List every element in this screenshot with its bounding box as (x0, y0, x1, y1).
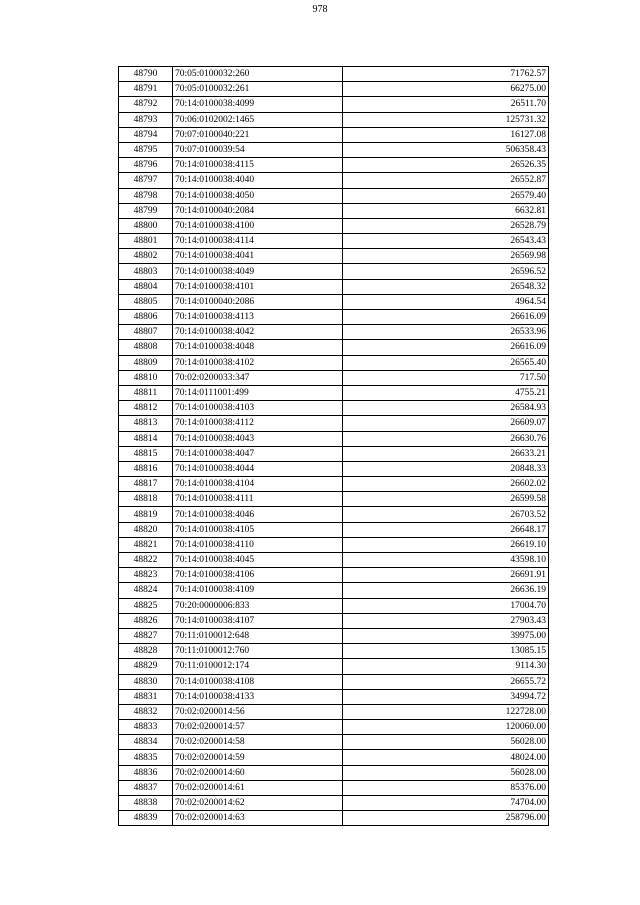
table-row (119, 477, 549, 492)
table-row (119, 644, 549, 659)
cadastral-number-cell: 70:14:0100038:4115 (173, 158, 343, 173)
table-row (119, 735, 549, 750)
row-number-cell: 48836 (119, 765, 173, 780)
table-row (119, 796, 549, 811)
value-cell: 9114.30 (343, 659, 549, 674)
table-row (119, 553, 549, 568)
table-row (119, 325, 549, 340)
value-cell: 16127.08 (343, 127, 549, 142)
value-cell: 26636.19 (343, 583, 549, 598)
row-number-cell: 48791 (119, 82, 173, 97)
row-number-cell: 48813 (119, 416, 173, 431)
cadastral-number-cell: 70:06:0102002:1465 (173, 112, 343, 127)
row-number-cell: 48826 (119, 613, 173, 628)
row-number-cell: 48820 (119, 522, 173, 537)
value-cell: 26543.43 (343, 234, 549, 249)
value-cell: 26528.79 (343, 218, 549, 233)
table-row (119, 416, 549, 431)
cadastral-number-cell: 70:14:0100038:4107 (173, 613, 343, 628)
cadastral-number-cell: 70:14:0100038:4133 (173, 689, 343, 704)
value-cell: 66275.00 (343, 82, 549, 97)
cadastral-number-cell: 70:14:0100038:4100 (173, 218, 343, 233)
row-number-cell: 48811 (119, 385, 173, 400)
row-number-cell: 48822 (119, 553, 173, 568)
table-row (119, 461, 549, 476)
row-number-cell: 48798 (119, 188, 173, 203)
cadastral-number-cell: 70:02:0200014:58 (173, 735, 343, 750)
table-row (119, 446, 549, 461)
value-cell: 26609.07 (343, 416, 549, 431)
table-row (119, 294, 549, 309)
cadastral-number-cell: 70:14:0111001:499 (173, 385, 343, 400)
value-cell: 26691.91 (343, 568, 549, 583)
table-row (119, 112, 549, 127)
row-number-cell: 48815 (119, 446, 173, 461)
value-cell: 26630.76 (343, 431, 549, 446)
cadastral-number-cell: 70:02:0200014:61 (173, 780, 343, 795)
value-cell: 26526.35 (343, 158, 549, 173)
row-number-cell: 48804 (119, 279, 173, 294)
table-row (119, 82, 549, 97)
row-number-cell: 48803 (119, 264, 173, 279)
cadastral-number-cell: 70:02:0200014:63 (173, 811, 343, 826)
value-cell: 34994.72 (343, 689, 549, 704)
table-row (119, 568, 549, 583)
value-cell: 26569.98 (343, 249, 549, 264)
value-cell: 26655.72 (343, 674, 549, 689)
value-cell: 71762.57 (343, 67, 549, 82)
table-row (119, 370, 549, 385)
table-row (119, 537, 549, 552)
table-row (119, 385, 549, 400)
table-row (119, 340, 549, 355)
registry-table (118, 66, 549, 826)
table-row (119, 659, 549, 674)
row-number-cell: 48825 (119, 598, 173, 613)
value-cell: 85376.00 (343, 780, 549, 795)
table-row (119, 507, 549, 522)
row-number-cell: 48823 (119, 568, 173, 583)
value-cell: 26616.09 (343, 340, 549, 355)
cadastral-number-cell: 70:14:0100038:4044 (173, 461, 343, 476)
table-row (119, 67, 549, 82)
value-cell: 74704.00 (343, 796, 549, 811)
cadastral-number-cell: 70:07:0100040:221 (173, 127, 343, 142)
row-number-cell: 48824 (119, 583, 173, 598)
table-row (119, 173, 549, 188)
value-cell: 4964.54 (343, 294, 549, 309)
row-number-cell: 48834 (119, 735, 173, 750)
table-row (119, 279, 549, 294)
table-row (119, 689, 549, 704)
row-number-cell: 48808 (119, 340, 173, 355)
table-row (119, 583, 549, 598)
row-number-cell: 48833 (119, 720, 173, 735)
cadastral-number-cell: 70:14:0100038:4047 (173, 446, 343, 461)
cadastral-number-cell: 70:11:0100012:174 (173, 659, 343, 674)
table-row (119, 158, 549, 173)
table-row (119, 598, 549, 613)
value-cell: 26565.40 (343, 355, 549, 370)
table-row (119, 628, 549, 643)
table-row (119, 431, 549, 446)
value-cell: 125731.32 (343, 112, 549, 127)
value-cell: 13085.15 (343, 644, 549, 659)
row-number-cell: 48809 (119, 355, 173, 370)
row-number-cell: 48835 (119, 750, 173, 765)
cadastral-number-cell: 70:14:0100038:4114 (173, 234, 343, 249)
row-number-cell: 48795 (119, 142, 173, 157)
cadastral-number-cell: 70:14:0100038:4104 (173, 477, 343, 492)
row-number-cell: 48796 (119, 158, 173, 173)
table-row (119, 492, 549, 507)
table-row (119, 522, 549, 537)
value-cell: 120060.00 (343, 720, 549, 735)
cadastral-number-cell: 70:14:0100038:4113 (173, 310, 343, 325)
value-cell: 26599.58 (343, 492, 549, 507)
value-cell: 20848.33 (343, 461, 549, 476)
value-cell: 26548.32 (343, 279, 549, 294)
row-number-cell: 48792 (119, 97, 173, 112)
cadastral-number-cell: 70:02:0200014:62 (173, 796, 343, 811)
table-row (119, 218, 549, 233)
cadastral-number-cell: 70:05:0100032:261 (173, 82, 343, 97)
cadastral-number-cell: 70:14:0100038:4111 (173, 492, 343, 507)
cadastral-number-cell: 70:05:0100032:260 (173, 67, 343, 82)
cadastral-number-cell: 70:14:0100038:4112 (173, 416, 343, 431)
row-number-cell: 48832 (119, 704, 173, 719)
table-row (119, 264, 549, 279)
table-row (119, 765, 549, 780)
row-number-cell: 48801 (119, 234, 173, 249)
cadastral-number-cell: 70:02:0200033:347 (173, 370, 343, 385)
cadastral-number-cell: 70:02:0200014:59 (173, 750, 343, 765)
value-cell: 26533.96 (343, 325, 549, 340)
cadastral-number-cell: 70:14:0100038:4043 (173, 431, 343, 446)
table-row (119, 249, 549, 264)
page-number: 978 (312, 4, 328, 15)
cadastral-number-cell: 70:20:0000006:833 (173, 598, 343, 613)
value-cell: 39975.00 (343, 628, 549, 643)
table-row (119, 720, 549, 735)
row-number-cell: 48819 (119, 507, 173, 522)
cadastral-number-cell: 70:14:0100038:4046 (173, 507, 343, 522)
value-cell: 26619.10 (343, 537, 549, 552)
value-cell: 26703.52 (343, 507, 549, 522)
table-row (119, 704, 549, 719)
row-number-cell: 48837 (119, 780, 173, 795)
value-cell: 26602.02 (343, 477, 549, 492)
value-cell: 258796.00 (343, 811, 549, 826)
cadastral-number-cell: 70:02:0200014:56 (173, 704, 343, 719)
value-cell: 506358.43 (343, 142, 549, 157)
cadastral-number-cell: 70:14:0100038:4106 (173, 568, 343, 583)
row-number-cell: 48812 (119, 401, 173, 416)
value-cell: 26552.87 (343, 173, 549, 188)
row-number-cell: 48806 (119, 310, 173, 325)
row-number-cell: 48810 (119, 370, 173, 385)
table-row (119, 674, 549, 689)
cadastral-number-cell: 70:14:0100038:4108 (173, 674, 343, 689)
cadastral-number-cell: 70:14:0100038:4049 (173, 264, 343, 279)
cadastral-number-cell: 70:14:0100038:4042 (173, 325, 343, 340)
table-row (119, 203, 549, 218)
value-cell: 26511.70 (343, 97, 549, 112)
value-cell: 56028.00 (343, 735, 549, 750)
row-number-cell: 48814 (119, 431, 173, 446)
cadastral-number-cell: 70:14:0100038:4050 (173, 188, 343, 203)
row-number-cell: 48794 (119, 127, 173, 142)
row-number-cell: 48807 (119, 325, 173, 340)
value-cell: 717.50 (343, 370, 549, 385)
table-row (119, 142, 549, 157)
value-cell: 122728.00 (343, 704, 549, 719)
row-number-cell: 48829 (119, 659, 173, 674)
row-number-cell: 48821 (119, 537, 173, 552)
table-row (119, 750, 549, 765)
cadastral-number-cell: 70:14:0100038:4040 (173, 173, 343, 188)
value-cell: 56028.00 (343, 765, 549, 780)
row-number-cell: 48805 (119, 294, 173, 309)
row-number-cell: 48790 (119, 67, 173, 82)
row-number-cell: 48817 (119, 477, 173, 492)
row-number-cell: 48800 (119, 218, 173, 233)
row-number-cell: 48816 (119, 461, 173, 476)
cadastral-number-cell: 70:14:0100038:4102 (173, 355, 343, 370)
table-row (119, 401, 549, 416)
cadastral-number-cell: 70:14:0100040:2086 (173, 294, 343, 309)
value-cell: 4755.21 (343, 385, 549, 400)
table-row (119, 355, 549, 370)
table-row (119, 234, 549, 249)
cadastral-number-cell: 70:14:0100038:4099 (173, 97, 343, 112)
table-row (119, 127, 549, 142)
value-cell: 26648.17 (343, 522, 549, 537)
row-number-cell: 48838 (119, 796, 173, 811)
row-number-cell: 48839 (119, 811, 173, 826)
table-row (119, 97, 549, 112)
row-number-cell: 48793 (119, 112, 173, 127)
value-cell: 6632.81 (343, 203, 549, 218)
value-cell: 43598.10 (343, 553, 549, 568)
value-cell: 26596.52 (343, 264, 549, 279)
cadastral-number-cell: 70:14:0100040:2084 (173, 203, 343, 218)
cadastral-number-cell: 70:14:0100038:4101 (173, 279, 343, 294)
cadastral-number-cell: 70:14:0100038:4109 (173, 583, 343, 598)
cadastral-number-cell: 70:07:0100039:54 (173, 142, 343, 157)
cadastral-number-cell: 70:14:0100038:4103 (173, 401, 343, 416)
row-number-cell: 48818 (119, 492, 173, 507)
table-row (119, 310, 549, 325)
row-number-cell: 48830 (119, 674, 173, 689)
value-cell: 26616.09 (343, 310, 549, 325)
row-number-cell: 48827 (119, 628, 173, 643)
cadastral-number-cell: 70:02:0200014:60 (173, 765, 343, 780)
cadastral-number-cell: 70:14:0100038:4110 (173, 537, 343, 552)
value-cell: 27903.43 (343, 613, 549, 628)
table-row (119, 613, 549, 628)
value-cell: 17004.70 (343, 598, 549, 613)
cadastral-number-cell: 70:11:0100012:760 (173, 644, 343, 659)
value-cell: 48024.00 (343, 750, 549, 765)
value-cell: 26584.93 (343, 401, 549, 416)
value-cell: 26633.21 (343, 446, 549, 461)
registry-table-body (119, 67, 549, 826)
cadastral-number-cell: 70:14:0100038:4041 (173, 249, 343, 264)
row-number-cell: 48802 (119, 249, 173, 264)
table-row (119, 811, 549, 826)
cadastral-number-cell: 70:14:0100038:4105 (173, 522, 343, 537)
table-row (119, 780, 549, 795)
row-number-cell: 48831 (119, 689, 173, 704)
row-number-cell: 48828 (119, 644, 173, 659)
row-number-cell: 48799 (119, 203, 173, 218)
cadastral-number-cell: 70:14:0100038:4048 (173, 340, 343, 355)
cadastral-number-cell: 70:02:0200014:57 (173, 720, 343, 735)
value-cell: 26579.40 (343, 188, 549, 203)
table-row (119, 188, 549, 203)
cadastral-number-cell: 70:11:0100012:648 (173, 628, 343, 643)
cadastral-number-cell: 70:14:0100038:4045 (173, 553, 343, 568)
row-number-cell: 48797 (119, 173, 173, 188)
